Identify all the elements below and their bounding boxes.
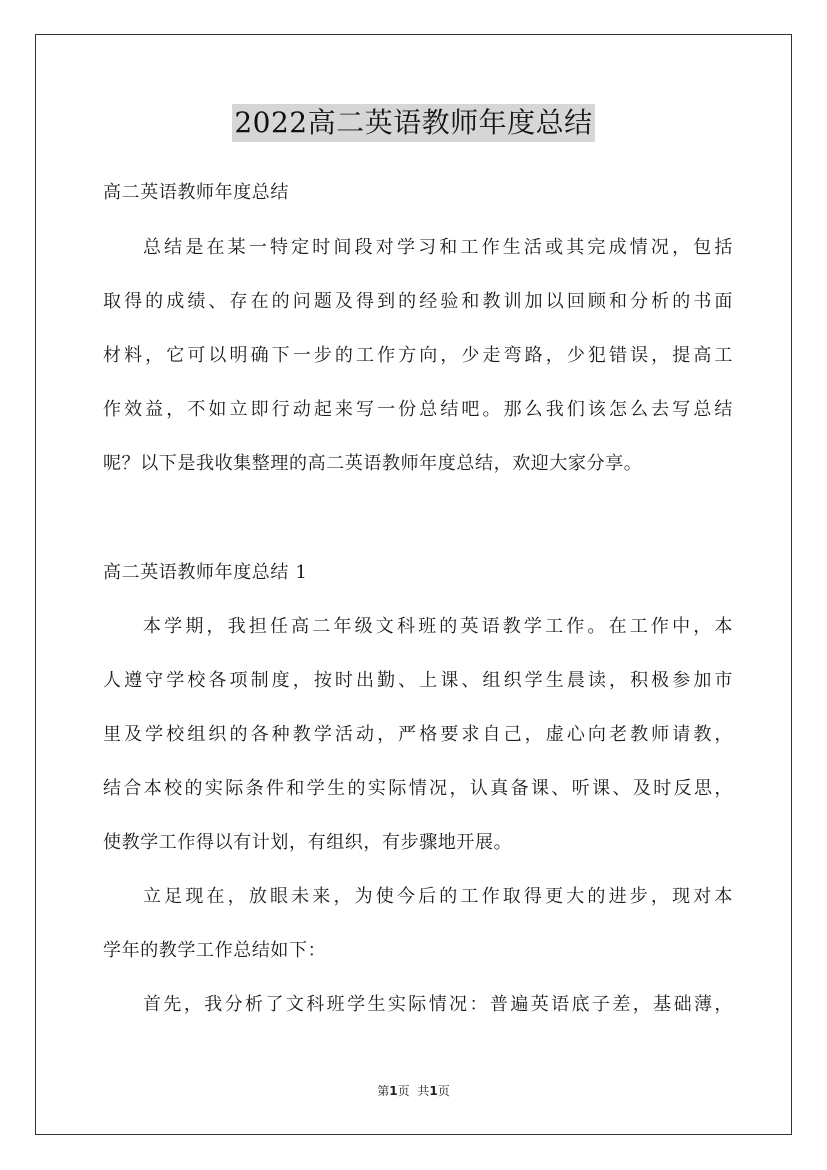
footer-page-number: 1: [389, 1084, 398, 1098]
para1-line: 使教学工作得以有计划，有组织，有步骤地开展。: [103, 832, 513, 853]
section-heading-1: 高二英语教师年度总结 1: [103, 562, 308, 583]
footer-total-suffix: 页: [437, 1084, 450, 1098]
para2-line: 学年的教学工作总结如下：: [103, 940, 327, 961]
para1-line: 里及学校组织的各种教学活动，严格要求自己，虚心向老教师请教，: [103, 724, 733, 745]
document-title: 2022高二英语教师年度总结: [232, 104, 594, 142]
para1-line: 人遵守学校各项制度，按时出勤、上课、组织学生晨读，积极参加市: [103, 670, 733, 691]
footer-total-prefix: 共: [417, 1084, 430, 1098]
intro-line: 总结是在某一特定时间段对学习和工作生活或其完成情况，包括: [143, 237, 733, 258]
footer-page-suffix: 页: [397, 1084, 410, 1098]
intro-line: 作效益，不如立即行动起来写一份总结吧。那么我们该怎么去写总结: [103, 399, 733, 420]
intro-line: 取得的成绩、存在的问题及得到的经验和教训加以回顾和分析的书面: [103, 291, 733, 312]
footer-total-pages: 1: [429, 1084, 438, 1098]
footer-prefix: 第: [377, 1084, 390, 1098]
para1-line: 本学期，我担任高二年级文科班的英语教学工作。在工作中，本: [143, 616, 733, 637]
title-container: [0, 104, 827, 142]
para2-line: 立足现在，放眼未来，为使今后的工作取得更大的进步，现对本: [143, 886, 733, 907]
page-footer: [0, 1083, 827, 1099]
intro-line: 材料，它可以明确下一步的工作方向，少走弯路，少犯错误，提高工: [103, 345, 733, 366]
para3-line: 首先，我分析了文科班学生实际情况：普遍英语底子差，基础薄，: [143, 994, 733, 1015]
intro-heading: 高二英语教师年度总结: [103, 182, 289, 203]
intro-line: 呢？以下是我收集整理的高二英语教师年度总结，欢迎大家分享。: [103, 453, 643, 474]
para1-line: 结合本校的实际条件和学生的实际情况，认真备课、听课、及时反思，: [103, 778, 733, 799]
